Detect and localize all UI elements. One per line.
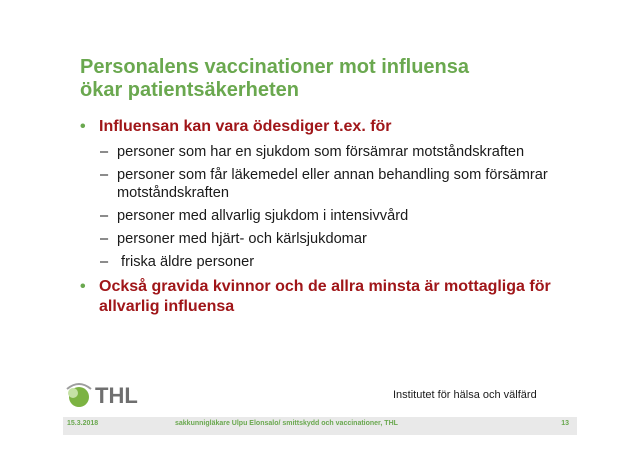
institute-name: Institutet för hälsa och välfärd [393,389,537,401]
logo-text: THL [95,383,138,408]
dash-icon: – [100,167,109,183]
bullet-item [80,117,610,137]
sub-item [100,207,610,225]
dash-icon: – [100,208,109,224]
title-line-1: Personalens vaccinationer mot influensa [80,56,470,78]
dash-icon: – [100,254,109,270]
bullet-text: Influensan kan vara ödesdiger t.ex. för [99,118,392,135]
sub-item-text: friska äldre personer [117,254,255,270]
page-number: 13 [561,420,569,427]
sub-item [100,166,610,202]
sub-item [100,143,610,161]
sub-item-text: personer som får läkemedel eller annan behandling som försämrar motståndskraften [117,167,548,201]
sub-item-text: personer med hjärt- och kärlsjukdomar [117,231,367,247]
bullet-text: Också gravida kvinnor och de allra minsta är mottagliga för allvarlig influensa [99,278,551,315]
sub-item-text: personer som har en sjukdom som försämrar motståndskraften [117,144,525,160]
bullet-list [80,117,610,317]
dash-icon: – [100,144,109,160]
sub-item [100,253,610,271]
bullet-dot-icon: • [80,278,86,295]
bullet-dot-icon: • [80,118,86,135]
slide-title [80,56,469,102]
dash-icon: – [100,231,109,247]
footer-author: sakkunnigläkare Ulpu Elonsalo/ smittskydd och vaccinationer, THL [175,420,398,427]
sub-item [100,230,610,248]
bullet-item [80,277,610,317]
footer-bar [63,417,577,435]
sub-item-text: personer med allvarlig sjukdom i intensivvård [117,208,409,224]
sub-list [100,143,610,271]
title-line-2: ökar patientsäkerheten [80,79,299,101]
footer-date: 15.3.2018 [67,420,99,427]
